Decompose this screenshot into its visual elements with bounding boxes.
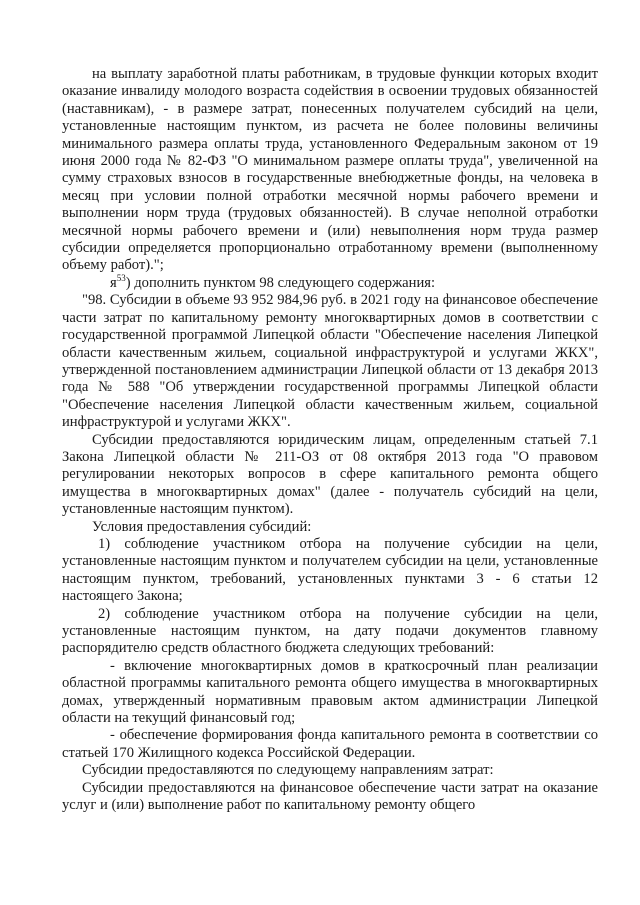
- paragraph-requirement-plan: - включение многоквартирных домов в краткосрочный план реализации областной программы капитального ремонта общего имущества в многоквартирных домах, утвержденный нормативным правовым актом администрации Липецкой области на текущий финансовый год;: [62, 657, 598, 727]
- paragraph-cost-directions: Субсидии предоставляются по следующему направлениям затрат:: [82, 762, 494, 779]
- paragraph-conditions-heading: Условия предоставления субсидий:: [92, 518, 312, 535]
- paragraph-item-98: "98. Субсидии в объеме 93 952 984,96 руб. в 2021 году на финансовое обеспечение части затрат по капитальному ремонту многоквартирных домов в соответствии с государственной программой Липецкой области "Обеспечение населения Липецкой области качественным жильем, социальной инфраструктурой и услугами ЖКХ", утвержденной постановлением администрации Липецкой области от 13 декабря 2013 года № 588 "Об утверждении государственной программы Липецкой области "Обеспечение населения Липецкой области качественным жильем, социальной инфраструктурой и услугами ЖКХ".: [62, 292, 598, 431]
- paragraph-condition-1: 1) соблюдение участником отбора на получение субсидии на цели, установленные настоящим пунктом и получателем субсидии на цели, установленные настоящим пунктом, требований, установленных пунктами 3 - 6 статьи 12 настоящего Закона;: [62, 535, 598, 605]
- item-superscript: 53: [116, 273, 126, 284]
- item-letter: я: [110, 274, 117, 291]
- amendment-text: ) дополнить пунктом 98 следующего содержания:: [125, 274, 436, 291]
- paragraph-financial-support: Субсидии предоставляются на финансовое обеспечение части затрат на оказание услуг и (или) выполнение работ по капитальному ремонту общего: [62, 779, 598, 814]
- document-body: [62, 66, 598, 814]
- paragraph-recipients: Субсидии предоставляются юридическим лицам, определенным статьей 7.1 Закона Липецкой области № 211-ОЗ от 08 октября 2013 года "О правовом регулировании некоторых вопросов в сфере капитального ремонта общего имущества в многоквартирных домах" (далее - получатель субсидий на цели, установленные настоящим пунктом).: [62, 431, 598, 518]
- paragraph-salary-mentors: на выплату заработной платы работникам, в трудовые функции которых входит оказание инвалиду молодого возраста содействия в освоении трудовых обязанностей (наставникам), - в размере затрат, понесенных получателем субсидий на цели, установленные настоящим пунктом, из расчета не более половины величины минимального размера оплаты труда, установленного Федеральным законом от 19 июня 2000 года № 82-ФЗ "О минимальном размере оплаты труда", увеличенной на сумму страховых взносов в государственные внебюджетные фонды, на человека в месяц при условии полной отработки месячной нормы рабочего времени и выполнении норм труда (трудовых обязанностей). В случае неполной отработки месячной нормы рабочего времени и (или) невыполнения норм труда размер субсидии определяется пропорционально отработанному времени (выполненному объему работ).";: [62, 66, 598, 274]
- paragraph-requirement-fund: - обеспечение формирования фонда капитального ремонта в соответствии со статьей 170 Жилищного кодекса Российской Федерации.: [62, 727, 598, 761]
- paragraph-amendment-98: [62, 275, 598, 292]
- paragraph-condition-2: 2) соблюдение участником отбора на получение субсидии на цели, установленные настоящим пунктом, на дату подачи документов главному распорядителю средств областного бюджета следующих требований:: [62, 605, 598, 657]
